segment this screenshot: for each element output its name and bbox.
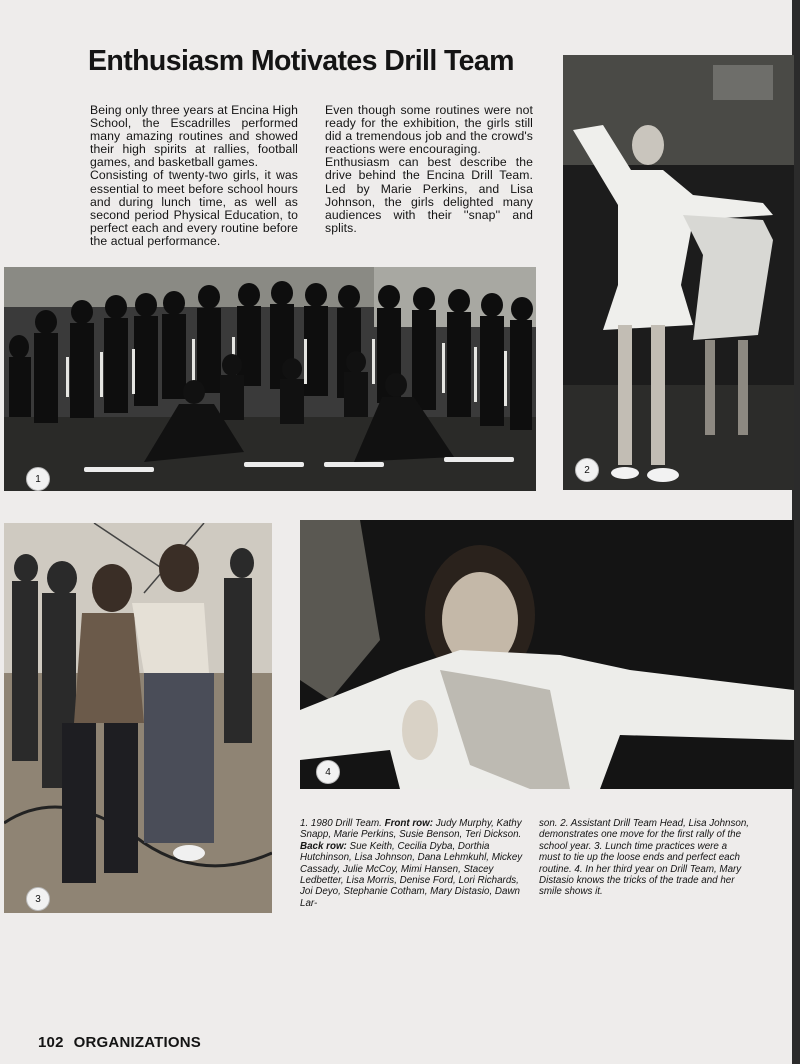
caption-right: son. 2. Assistant Drill Team Head, Lisa Johnson, demonstrates one move for the first rally of the school year. 3. Lunch time practices were a must to tie up the loose ends and perfect each routine. 4. In her third year on Drill Team, Mary Distasio knows the tricks of the trade and her smile shows it.: [539, 818, 750, 898]
photo-assistant-drill-head: [563, 55, 794, 490]
caption-front-row-names: Judy Murphy, Kathy Snapp, Marie Perkins, Susie Benson, Teri Dickson.: [300, 818, 522, 841]
photo-drill-team-group: [4, 267, 536, 491]
page-number: 102: [38, 1034, 64, 1051]
caption-left: [300, 818, 525, 909]
caption-intro: 1. 1980 Drill Team.: [300, 818, 385, 829]
page-footer: [38, 1034, 201, 1051]
photo-number-badge: 2: [575, 458, 599, 482]
photo-number-badge: 4: [316, 760, 340, 784]
body-text-left: Being only three years at Encina High School, the Escadrilles performed many amazing routines and showed their high spirits at rallies, football games, and basketball games. Consisting of twenty-two girls, it was essential to meet before school hours and during lunch time, as well as second period Physical Education, to perfect each and every routine before the actual performance.: [90, 103, 298, 248]
caption-back-row-names: Sue Keith, Cecilia Dyba, Dorthia Hutchinson, Lisa Johnson, Dana Lehmkuhl, Mickey Cassady, Julie McCoy, Mimi Hansen, Stacey Ledbetter, Lisa Morris, Denise Ford, Lori Richards, Joi Deyo, Stephanie Cotham, Mary Distasio, Dawn Lar-: [300, 840, 523, 909]
practice-photo-art: [4, 523, 272, 913]
caption-front-row-label: Front row:: [384, 818, 434, 829]
photo-lunch-practice: [4, 523, 272, 913]
headline: Enthusiasm Motivates Drill Team: [88, 45, 514, 77]
group-photo-art: [4, 267, 536, 491]
photo-number-badge: 3: [26, 887, 50, 911]
performer-photo-art: [563, 55, 794, 490]
portrait-photo-art: [300, 520, 794, 789]
photo-number-badge: 1: [26, 467, 50, 491]
body-text-right: Even though some routines were not ready for the exhibition, the girls still did a tremendous job and the crowd's reactions were encouraging. Enthusiasm can best describe the drive behind the Encina Drill Team. Led by Marie Perkins, and Lisa Johnson, the girls delighted many audiences with their ''snap'' and splits.: [325, 103, 533, 235]
photo-mary-distasio: [300, 520, 794, 789]
caption-back-row-label: Back row:: [300, 840, 347, 852]
section-name: ORGANIZATIONS: [73, 1034, 201, 1051]
